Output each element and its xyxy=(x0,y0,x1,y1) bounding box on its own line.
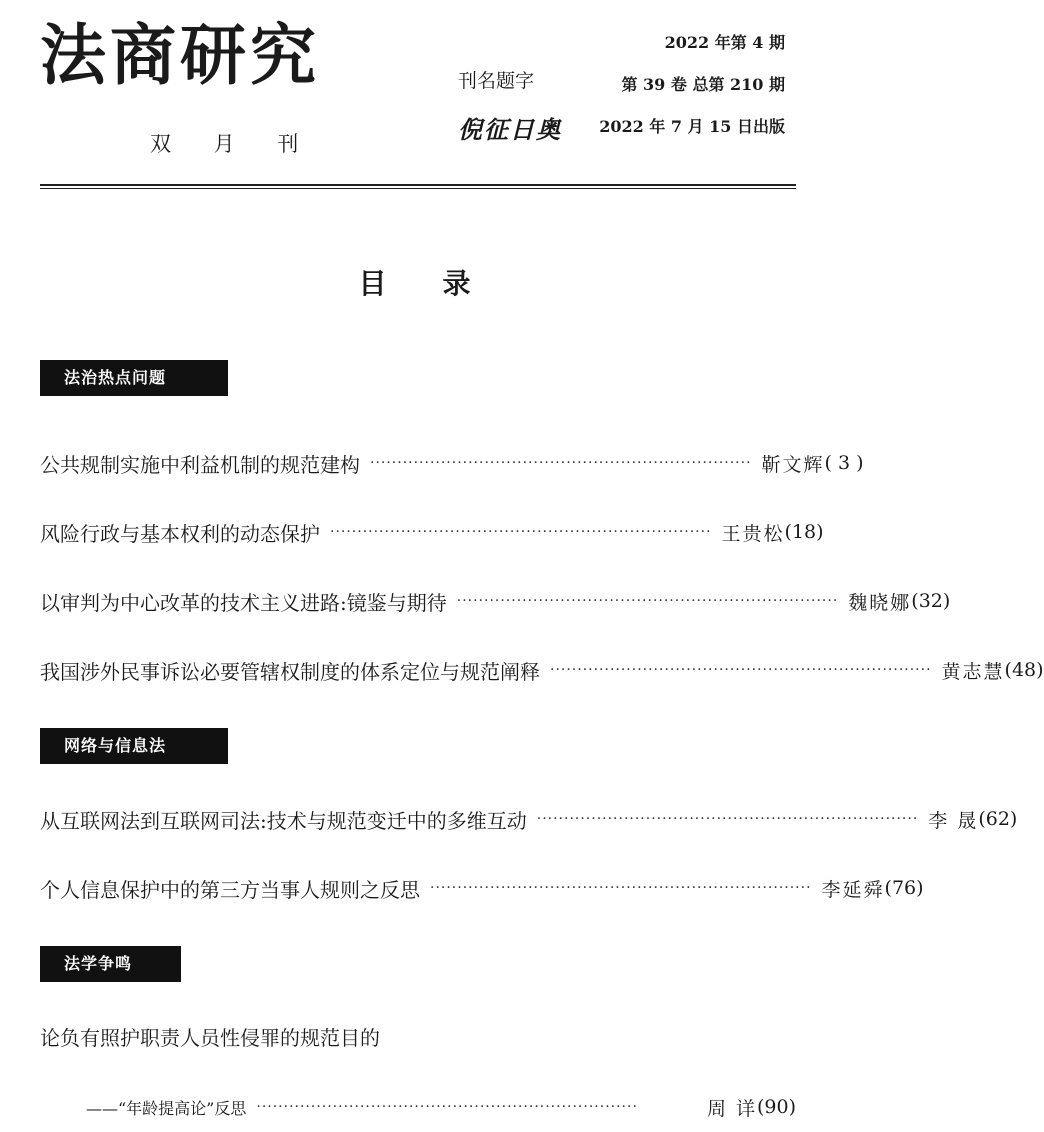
header-divider-thick xyxy=(40,184,796,186)
section-label: 网络与信息法 xyxy=(40,728,228,764)
issue-date: 2022 年 7 月 15 日出版 xyxy=(599,117,785,136)
entry-author: 靳文辉 xyxy=(761,453,825,476)
leader-dots: ······································································ xyxy=(330,524,712,540)
entry-subtitle: ——“年龄提高论”反思 xyxy=(86,1098,247,1118)
entry-author: 王贵松 xyxy=(721,522,785,545)
entry-page: (76) xyxy=(884,877,924,899)
toc-entry[interactable] xyxy=(40,802,1018,836)
entry-author: 黄志慧 xyxy=(941,660,1005,683)
calligraphy-caption: 刊名题字 xyxy=(458,70,535,92)
leader-dots: ······································································ xyxy=(370,455,752,471)
toc-entry[interactable] xyxy=(40,584,951,618)
leader-dots: ······································································ xyxy=(430,880,812,896)
leader-dots: ······································································ xyxy=(550,662,932,678)
entry-page: ( 3 ) xyxy=(824,452,864,474)
leader-dots: ······································································ xyxy=(536,811,919,827)
entry-title: 公共规制实施中利益机制的规范建构 xyxy=(40,452,360,477)
leader-dots: ······································································ xyxy=(256,1099,638,1115)
entry-page: (32) xyxy=(911,590,951,612)
header-divider-thin xyxy=(40,188,796,189)
entry-title: 论负有照护职责人员性侵罪的规范目的 xyxy=(40,1025,380,1050)
entry-title: 以审判为中心改革的技术主义进路:镜鉴与期待 xyxy=(40,590,447,615)
toc-entry[interactable] xyxy=(40,871,924,905)
toc-heading: 目录 xyxy=(358,267,527,300)
entry-title: 风险行政与基本权利的动态保护 xyxy=(40,521,320,546)
entry-page: (48) xyxy=(1004,659,1044,681)
entry-page: (18) xyxy=(784,521,824,543)
entry-author: 魏晓娜 xyxy=(848,591,912,614)
issue-year-number: 2022 年第 4 期 xyxy=(664,33,785,52)
issue-volume: 第 39 卷 总第 210 期 xyxy=(621,75,785,94)
toc-entry[interactable] xyxy=(40,446,864,480)
leader-dots: ······································································ xyxy=(456,593,839,609)
toc-entry[interactable] xyxy=(40,1019,796,1053)
entry-author: 李延舜 xyxy=(821,878,885,901)
toc-entry-continuation[interactable] xyxy=(40,1090,796,1124)
publication-frequency: 双 月 刊 xyxy=(150,132,317,156)
entry-page: (62) xyxy=(978,808,1018,830)
calligrapher-name: 倪征日奥 xyxy=(458,115,562,144)
entry-author: 周 详 xyxy=(706,1097,757,1120)
toc-entry[interactable] xyxy=(40,653,1044,687)
section-label: 法学争鸣 xyxy=(40,946,181,982)
toc-entry[interactable] xyxy=(40,515,824,549)
entry-title: 从互联网法到互联网司法:技术与规范变迁中的多维互动 xyxy=(40,808,527,833)
entry-title: 个人信息保护中的第三方当事人规则之反思 xyxy=(40,877,420,902)
section-label: 法治热点问题 xyxy=(40,360,228,396)
journal-title: 法商研究 xyxy=(40,16,320,94)
entry-author: 李 晟 xyxy=(928,809,979,832)
entry-page: (90) xyxy=(756,1096,796,1118)
entry-title: 我国涉外民事诉讼必要管辖权制度的体系定位与规范阐释 xyxy=(40,659,540,684)
